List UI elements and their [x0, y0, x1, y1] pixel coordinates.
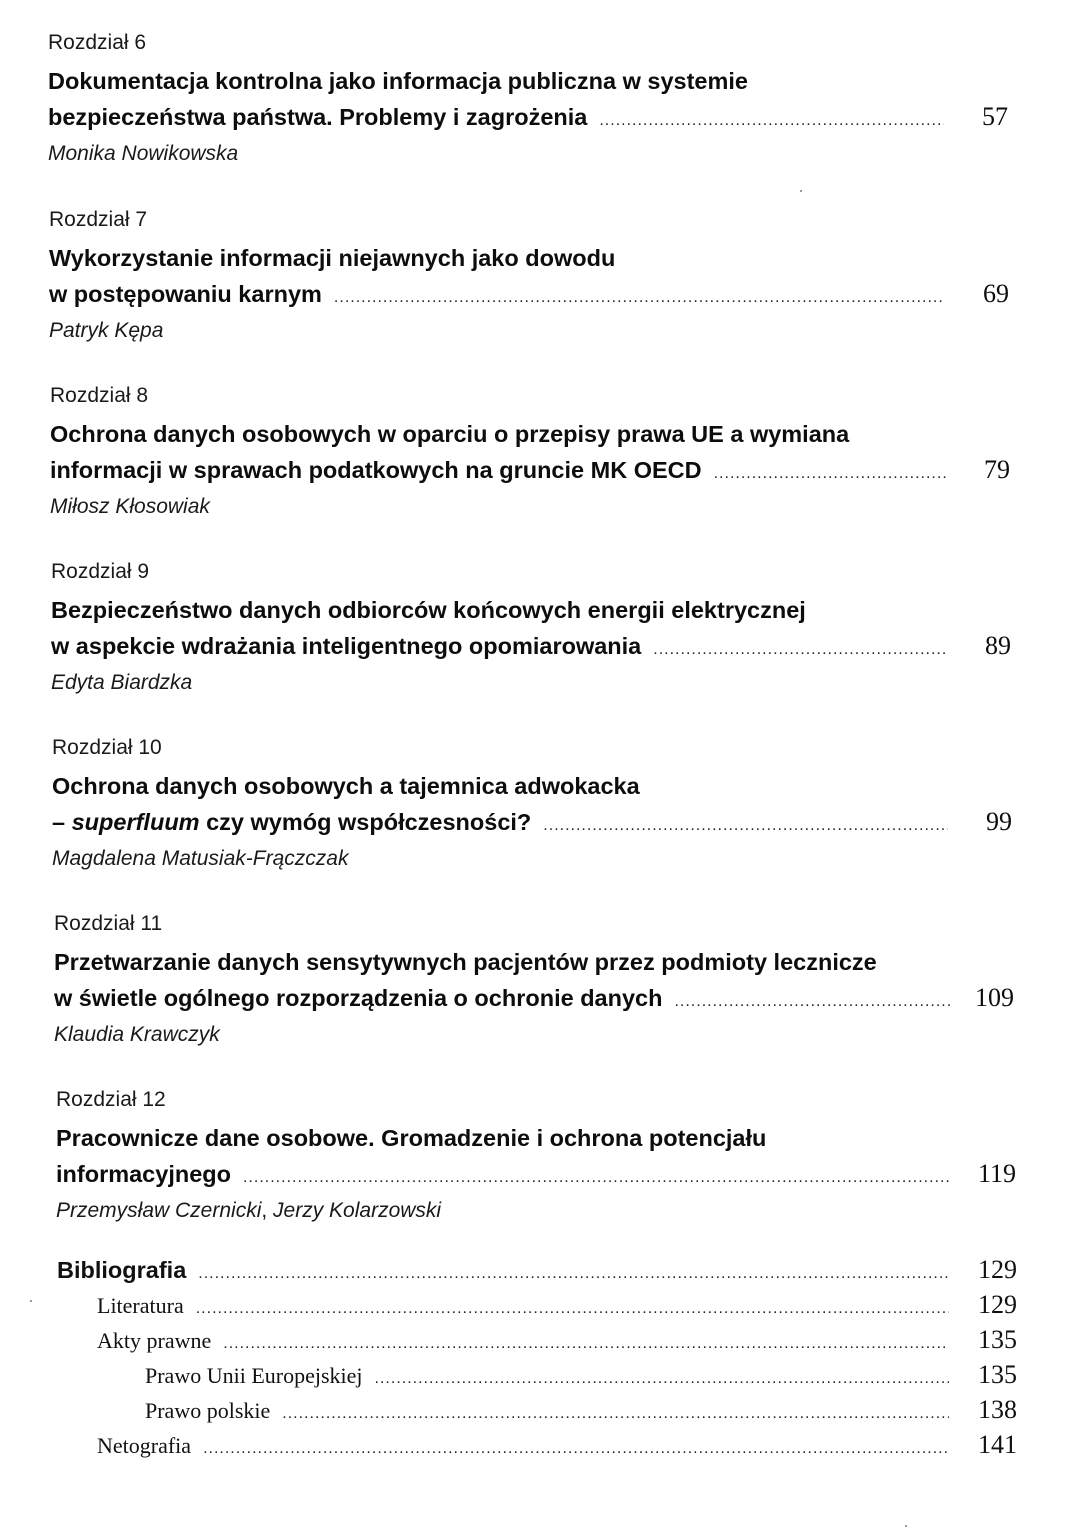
dot-leader — [599, 103, 944, 138]
toc-entry-chapter-10 — [52, 735, 1012, 875]
chapter-author — [56, 1195, 1016, 1227]
page-number: 119 — [977, 1159, 1016, 1188]
toc-bibliography — [57, 1255, 1017, 1465]
author-2: Jerzy Kolarzowski — [273, 1199, 442, 1222]
toc-entry-chapter-9 — [51, 559, 1011, 699]
page-number: 135 — [978, 1325, 1017, 1354]
chapter-title-text: informacyjnego — [56, 1161, 231, 1187]
dot-leader — [653, 632, 947, 667]
bibliography-item-label: Literatura — [97, 1293, 184, 1318]
chapter-title-text: bezpieczeństwa państwa. Problemy i zagrożenia — [48, 104, 588, 130]
chapter-title-italic: superfluum — [71, 809, 200, 835]
bibliography-item-literatura — [57, 1290, 1017, 1325]
page-number: 89 — [985, 631, 1011, 660]
chapter-number: Rozdział 8 — [50, 384, 149, 407]
chapter-title-line-2 — [48, 99, 1008, 138]
bibliography-item-label: Netografia — [97, 1433, 192, 1458]
page-number: 138 — [978, 1395, 1017, 1424]
chapter-title-line-2 — [51, 628, 1011, 667]
chapter-title-text — [52, 805, 531, 840]
toc-entry-chapter-12 — [56, 1087, 1016, 1227]
chapter-title-suffix: czy wymóg współczesności? — [199, 809, 532, 835]
chapter-number: Rozdział 9 — [51, 560, 150, 583]
dot-leader — [243, 1160, 952, 1195]
bibliography-item-label: Prawo polskie — [145, 1398, 271, 1423]
scan-speck — [905, 1525, 907, 1527]
dot-leader — [203, 1440, 949, 1458]
chapter-title-line-1: Ochrona danych osobowych w oparciu o przepisy prawa UE a wymiana — [50, 421, 850, 447]
dot-leader — [714, 456, 946, 491]
bibliography-item-label: Prawo Unii Europejskiej — [145, 1363, 363, 1388]
scan-speck — [30, 1300, 32, 1302]
chapter-number: Rozdział 10 — [52, 736, 162, 759]
toc-entry-chapter-6 — [48, 30, 1008, 170]
chapter-title-line-1: Wykorzystanie informacji niejawnych jako dowodu — [49, 245, 616, 271]
bibliography-heading: Bibliografia — [57, 1257, 187, 1283]
page-number: 129 — [978, 1255, 1017, 1284]
bibliography-item-label: Akty prawne — [97, 1328, 212, 1353]
chapter-number: Rozdział 6 — [48, 31, 147, 54]
author-separator: , — [261, 1199, 274, 1222]
chapter-title-text: informacji w sprawach podatkowych na gruncie MK OECD — [50, 457, 702, 483]
chapter-author: Klaudia Krawczyk — [54, 1023, 220, 1046]
chapter-title-line-2 — [50, 452, 1010, 491]
chapter-title-line-1: Przetwarzanie danych sensytywnych pacjentów przez podmioty lecznicze — [54, 949, 877, 975]
dot-leader — [375, 1370, 949, 1388]
chapter-title-text: w aspekcie wdrażania inteligentnego opomiarowania — [51, 633, 642, 659]
dot-leader — [198, 1265, 949, 1283]
chapter-title-line-2 — [56, 1156, 1016, 1195]
scan-speck — [800, 190, 802, 192]
chapter-title-text: w postępowaniu karnym — [49, 281, 322, 307]
toc-entry-chapter-8 — [50, 383, 1010, 523]
chapter-title-line-2 — [52, 804, 1012, 843]
toc-entry-chapter-11 — [54, 911, 1014, 1051]
page-number: 99 — [986, 807, 1012, 836]
chapter-title-line-2 — [54, 980, 1014, 1019]
chapter-author: Magdalena Matusiak-Frączczak — [52, 847, 349, 870]
dot-leader — [196, 1300, 949, 1318]
page-number: 109 — [975, 983, 1014, 1012]
chapter-number: Rozdział 12 — [56, 1088, 166, 1111]
chapter-title-line-1: Ochrona danych osobowych a tajemnica adwokacka — [52, 773, 640, 799]
dot-leader — [223, 1335, 949, 1353]
chapter-title-line-1: Dokumentacja kontrolna jako informacja publiczna w systemie — [48, 68, 748, 94]
page-number: 69 — [983, 279, 1009, 308]
page-number: 57 — [982, 102, 1008, 131]
page-number: 135 — [978, 1360, 1017, 1389]
bibliography-item-prawo-ue — [57, 1360, 1017, 1395]
chapter-author: Miłosz Kłosowiak — [50, 495, 210, 518]
bibliography-item-netografia — [57, 1430, 1017, 1465]
author-1: Przemysław Czernicki — [56, 1199, 262, 1222]
dot-leader — [334, 280, 945, 315]
chapter-title-text: w świetle ogólnego rozporządzenia o ochronie danych — [54, 985, 663, 1011]
chapter-title-line-1: Pracownicze dane osobowe. Gromadzenie i ochrona potencjału — [56, 1125, 767, 1151]
bibliography-heading-row — [57, 1255, 1017, 1290]
chapter-author: Patryk Kępa — [49, 319, 164, 342]
chapter-number: Rozdział 7 — [49, 208, 148, 231]
chapter-author: Edyta Biardzka — [51, 671, 193, 694]
page-number: 129 — [978, 1290, 1017, 1319]
toc-entry-chapter-7 — [49, 207, 1009, 347]
dot-leader — [282, 1405, 949, 1423]
chapter-number: Rozdział 11 — [54, 912, 163, 935]
dot-leader — [674, 984, 950, 1019]
page-number: 141 — [978, 1430, 1017, 1459]
chapter-title-line-1: Bezpieczeństwo danych odbiorców końcowych energii elektrycznej — [51, 597, 806, 623]
bibliography-item-prawo-polskie — [57, 1395, 1017, 1430]
page-number: 79 — [984, 455, 1010, 484]
dot-leader — [543, 808, 948, 843]
chapter-author: Monika Nowikowska — [48, 142, 239, 165]
chapter-title-line-2 — [49, 276, 1009, 315]
bibliography-item-akty-prawne — [57, 1325, 1017, 1360]
chapter-title-prefix: – — [52, 809, 72, 835]
